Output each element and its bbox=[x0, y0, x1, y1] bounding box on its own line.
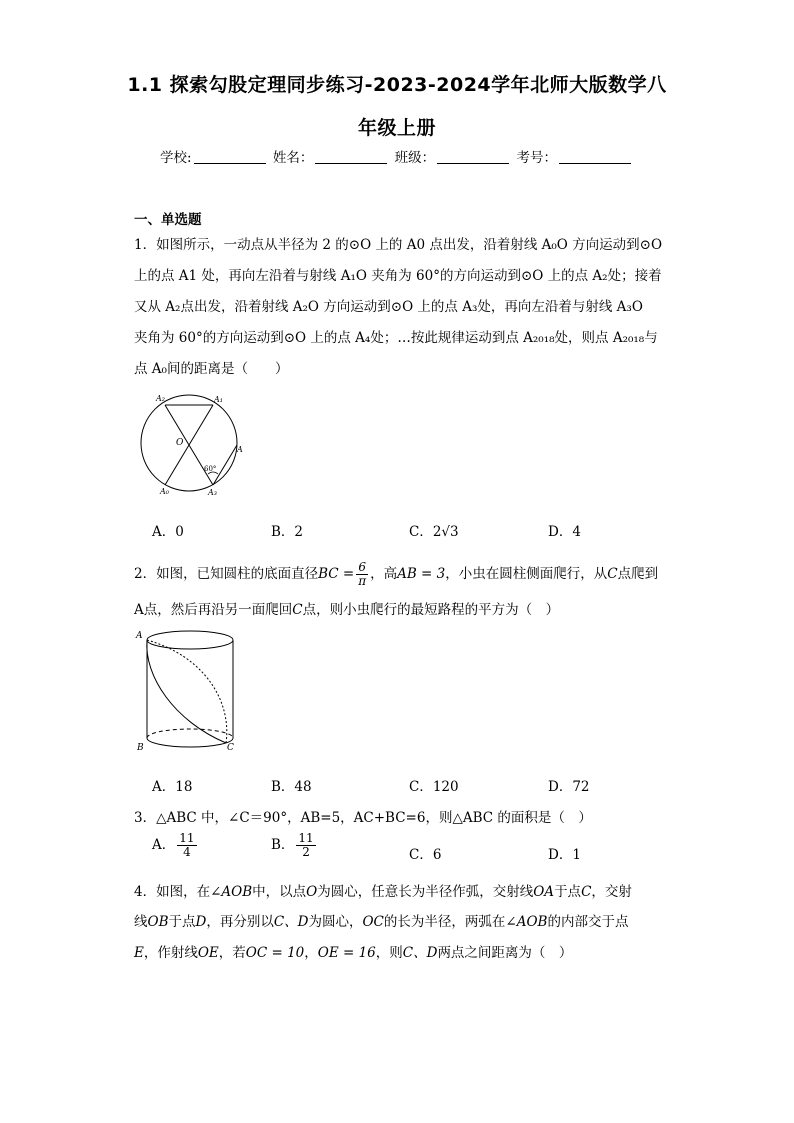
circle-o bbox=[141, 395, 237, 491]
q2-cylinder-figure bbox=[134, 626, 244, 754]
label-c: C bbox=[227, 743, 234, 753]
q3-opt-a-label: A． bbox=[152, 837, 176, 853]
q4-line2 bbox=[134, 910, 628, 930]
path-front bbox=[147, 640, 226, 743]
frac-den: 4 bbox=[183, 845, 191, 859]
path-back bbox=[147, 640, 227, 743]
q3-opt-a-frac bbox=[177, 832, 196, 859]
label-o: O bbox=[176, 438, 184, 448]
q4-text: 两点之间距离为（ ） bbox=[437, 945, 573, 961]
q2-frac-num: 6 bbox=[358, 560, 366, 574]
school-label: 学校: bbox=[160, 150, 192, 166]
number-label: 考号： bbox=[516, 150, 557, 166]
student-info-row bbox=[0, 146, 794, 166]
q2-option-d[interactable]: D．72 bbox=[548, 779, 590, 795]
q4-text: 的内部交于点 bbox=[547, 914, 629, 930]
name-label: 姓名： bbox=[272, 150, 314, 166]
q4-math: C、D bbox=[402, 945, 438, 961]
class-field[interactable] bbox=[437, 150, 509, 164]
frac-num: 11 bbox=[179, 831, 195, 845]
cylinder-bottom-front bbox=[147, 738, 233, 747]
q1-line3: 又从 A₂点出发，沿着射线 A₂O 方向运动到⊙O 上的点 A₃处，再向左沿着与射线 A₃O bbox=[134, 299, 643, 315]
q2-fraction bbox=[356, 561, 368, 588]
frac-num: 11 bbox=[298, 831, 314, 845]
q4-text: 4．如图，在 bbox=[134, 884, 211, 900]
q2-c: C bbox=[292, 602, 303, 618]
q2-text: ，高 bbox=[370, 566, 398, 582]
q4-text: 的长为半径，两弧在 bbox=[383, 914, 506, 930]
q4-math: O bbox=[306, 884, 318, 900]
q2-line1 bbox=[134, 561, 658, 588]
q4-text: 于点 bbox=[554, 884, 582, 900]
q4-math: C、D bbox=[273, 914, 309, 930]
q1-option-b[interactable]: B．2 bbox=[271, 524, 304, 540]
q2-line2 bbox=[134, 598, 559, 618]
q4-text: 线 bbox=[134, 914, 148, 930]
q4-math: E bbox=[134, 945, 144, 961]
q3-option-b[interactable] bbox=[271, 832, 318, 859]
q4-math: OC bbox=[362, 914, 384, 930]
page-title-line1: 1.1 探索勾股定理同步练习-2023-2024学年北师大版数学八 bbox=[127, 74, 667, 96]
label-a: A bbox=[237, 445, 243, 454]
q3-opt-b-label: B． bbox=[271, 837, 295, 853]
q2-option-b[interactable]: B．48 bbox=[271, 779, 312, 795]
q3-option-a[interactable] bbox=[152, 832, 199, 859]
q4-text: ， bbox=[304, 945, 318, 961]
cylinder-bottom-back bbox=[147, 729, 233, 738]
name-field[interactable] bbox=[315, 150, 387, 164]
q4-text: ，作射线 bbox=[143, 945, 198, 961]
q1-line1: 1．如图所示，一动点从半径为 2 的⊙O 上的 A0 点出发，沿着射线 A₀O 方向运动到⊙O bbox=[134, 237, 663, 253]
q3-option-d[interactable]: D．1 bbox=[548, 847, 581, 863]
q4-text: 为圆心， bbox=[308, 914, 363, 930]
q4-math: D bbox=[195, 914, 207, 930]
q4-text: 中，以点 bbox=[252, 884, 307, 900]
q4-text: ，再分别以 bbox=[206, 914, 274, 930]
q4-math: ∠AOB bbox=[210, 884, 253, 900]
cylinder-top bbox=[147, 631, 233, 649]
q3-opt-b-frac bbox=[296, 832, 315, 859]
q4-math: OA bbox=[533, 884, 555, 900]
q4-line3 bbox=[134, 941, 572, 961]
label-a1: A₁ bbox=[214, 395, 223, 404]
label-a2: A₂ bbox=[156, 394, 165, 403]
q2-option-a[interactable]: A．18 bbox=[152, 779, 193, 795]
q2-frac-den: π bbox=[358, 574, 367, 588]
q4-line1 bbox=[134, 880, 632, 900]
q3-line1: 3．△ABC 中，∠C＝90°，AB=5，AC+BC=6，则△ABC 的面积是（ ） bbox=[134, 810, 592, 826]
q2-text: ，小虫在圆柱侧面爬行，从 bbox=[445, 566, 608, 582]
q4-math: OE bbox=[197, 945, 219, 961]
q2-text: 点，则小虫爬行的最短路程的平方为（ ） bbox=[302, 602, 560, 618]
q2-text: A点，然后再沿另一面爬回 bbox=[134, 602, 293, 618]
q4-text: 为圆心，任意长为半径作弧，交射线 bbox=[317, 884, 534, 900]
q1-option-a[interactable]: A．0 bbox=[152, 524, 184, 540]
class-label: 班级： bbox=[394, 150, 436, 166]
q1-line5: 点 A₀间的距离是（ ） bbox=[134, 361, 289, 377]
q4-text: ，交射 bbox=[591, 884, 632, 900]
q4-math: OE = 16 bbox=[317, 945, 376, 961]
label-a0: A₀ bbox=[160, 487, 169, 496]
frac-den: 2 bbox=[302, 845, 310, 859]
chord-a-a3 bbox=[213, 445, 237, 485]
q2-text: 点爬到 bbox=[617, 566, 659, 582]
label-b: B bbox=[137, 743, 144, 753]
q2-option-c[interactable]: C．120 bbox=[409, 779, 459, 795]
q4-text: 于点 bbox=[168, 914, 196, 930]
q1-option-c[interactable]: C．2√3 bbox=[409, 524, 459, 540]
q1-line2: 上的点 A1 处，再向左沿着与射线 A₁O 夹角为 60°的方向运动到⊙O 上的点 A₂处；接着 bbox=[134, 268, 662, 284]
q2-bc: BC = bbox=[318, 566, 355, 582]
school-field[interactable] bbox=[194, 150, 266, 164]
label-a3: A₃ bbox=[208, 488, 217, 497]
q4-math: OC = 10 bbox=[245, 945, 305, 961]
q2-ab: AB = 3 bbox=[397, 566, 446, 582]
q2-c: C bbox=[607, 566, 618, 582]
label-60deg: 60° bbox=[204, 465, 217, 473]
number-field[interactable] bbox=[559, 150, 631, 164]
q1-line4: 夹角为 60°的方向运动到⊙O 上的点 A₄处；…按此规律运动到点 A₂₀₁₈处，则点 A₂₀₁₈与 bbox=[134, 330, 658, 346]
label-a: A bbox=[136, 631, 143, 641]
page-title-line2: 年级上册 bbox=[357, 117, 436, 139]
q4-math: OB bbox=[147, 914, 169, 930]
q1-circle-figure bbox=[134, 390, 254, 502]
q2-text: 2．如图，已知圆柱的底面直径 bbox=[134, 566, 319, 582]
q4-math: C bbox=[581, 884, 592, 900]
q3-option-c[interactable]: C．6 bbox=[409, 847, 442, 863]
q4-text: ，若 bbox=[218, 945, 246, 961]
q1-option-d[interactable]: D．4 bbox=[548, 524, 581, 540]
q4-math: ∠AOB bbox=[505, 914, 548, 930]
q4-text: ，则 bbox=[375, 945, 403, 961]
section-heading: 一、单选题 bbox=[134, 212, 202, 228]
